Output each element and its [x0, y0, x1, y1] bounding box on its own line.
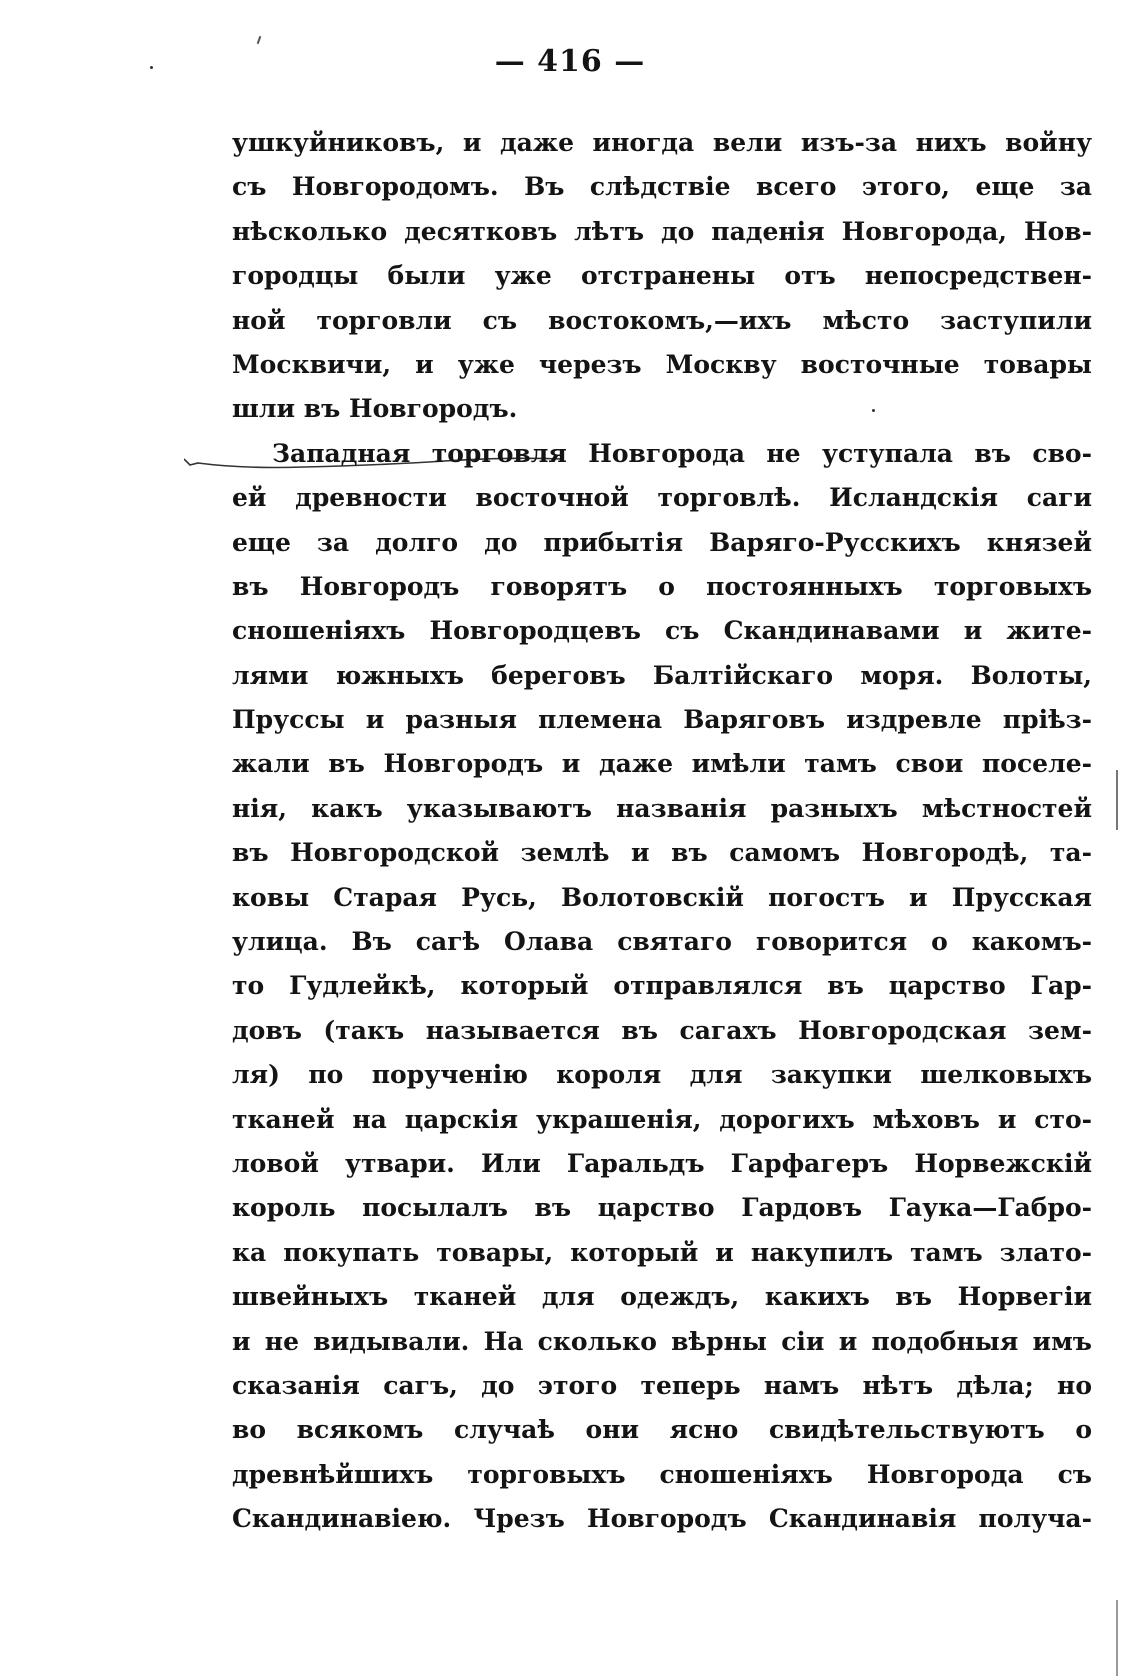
text-line: сказанія сагъ, до этого теперь намъ нѣтъ дѣла; но	[232, 1370, 1092, 1400]
text-line: тканей на царскія украшенія, дорогихъ мѣховъ и сто-	[232, 1104, 1092, 1134]
text-line: лями южныхъ береговъ Балтійскаго моря. Волоты,	[232, 660, 1092, 690]
text-line: Пруссы и разныя племена Варяговъ издревле пріѣз-	[232, 705, 1092, 735]
text-line: то Гудлейкѣ, который отправлялся въ царство Гар-	[232, 971, 1092, 1001]
page-edge-mark	[1116, 770, 1118, 830]
text-line: Скандинавіею. Чрезъ Новгородъ Скандинавія получа-	[232, 1504, 1092, 1534]
text-line: и не видывали. На сколько вѣрны сіи и подобныя имъ	[232, 1326, 1092, 1356]
text-line: въ Новгородской землѣ и въ самомъ Новгородѣ, та-	[232, 838, 1092, 868]
body-text	[232, 121, 1092, 1542]
text-line: ушкуйниковъ, и даже иногда вели изъ-за нихъ войну	[232, 128, 1092, 157]
text-line: ей древности восточной торговлѣ. Исландскія саги	[232, 483, 1092, 513]
text-line: швейныхъ тканей для одеждъ, какихъ въ Норвегіи	[232, 1282, 1092, 1312]
text-line: во всякомъ случаѣ они ясно свидѣтельствуютъ о	[232, 1415, 1092, 1445]
text-line: городцы были уже отстранены отъ непосредствен-	[232, 261, 1092, 291]
text-line: древнѣйшихъ торговыхъ сношеніяхъ Новгорода съ	[232, 1459, 1092, 1489]
text-line: шли въ Новгородъ.	[232, 394, 518, 424]
text-line: сношеніяхъ Новгородцевъ съ Скандинавами и жите-	[232, 616, 1092, 646]
page-edge-mark	[1116, 1600, 1118, 1676]
text-line: ловой утвари. Или Гаральдъ Гарфагеръ Норвежскій	[232, 1148, 1092, 1178]
text-line: улица. Въ сагѣ Олава святаго говорится о какомъ-	[232, 927, 1092, 957]
paragraph-first-line: Западная торговля Новгорода не уступала въ сво-	[272, 438, 1092, 468]
page-number: — 416 —	[494, 44, 646, 79]
text-line: ля) по порученію короля для закупки шелковыхъ	[232, 1060, 1092, 1090]
text-line: нѣсколько десятковъ лѣтъ до паденія Новгорода, Нов-	[232, 216, 1092, 246]
text-line: Москвичи, и уже черезъ Москву восточные товары	[232, 349, 1092, 379]
text-line: еще за долго до прибытія Варяго-Русскихъ князей	[232, 527, 1092, 557]
text-line: жали въ Новгородъ и даже имѣли тамъ свои поселе-	[232, 749, 1092, 779]
text-line: довъ (такъ называется въ сагахъ Новгородская зем-	[232, 1015, 1092, 1045]
text-line: съ Новгородомъ. Въ слѣдствіе всего этого, еще за	[232, 172, 1092, 202]
text-line: нія, какъ указываютъ названія разныхъ мѣстностей	[232, 793, 1092, 823]
text-line: король посылалъ въ царство Гардовъ Гаука—Габро-	[232, 1193, 1092, 1223]
text-line: ковы Старая Русь, Волотовскій погостъ и Прусская	[232, 882, 1092, 912]
text-line: ной торговли съ востокомъ,—ихъ мѣсто заступили	[232, 305, 1092, 335]
text-line: въ Новгородъ говорятъ о постоянныхъ торговыхъ	[232, 571, 1092, 601]
text-line: ка покупать товары, который и накупилъ тамъ злато-	[232, 1237, 1092, 1267]
